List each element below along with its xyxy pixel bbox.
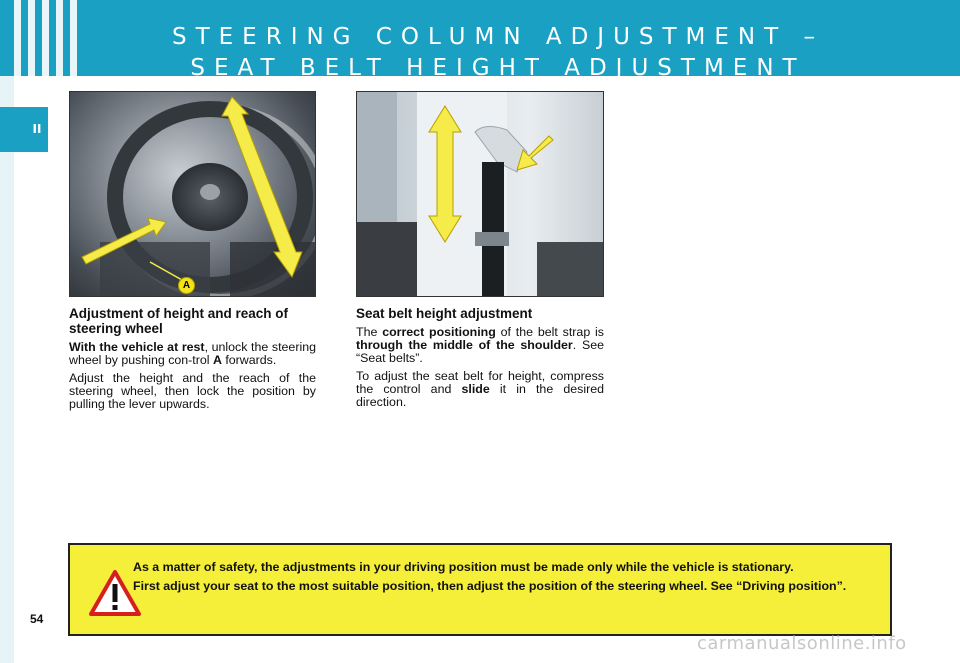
- steering-wheel-photo: [69, 91, 316, 297]
- warning-text: [133, 561, 885, 599]
- seatbelt-paragraph-1: [356, 326, 604, 365]
- seatbelt-p1-a: The: [356, 325, 383, 339]
- page-title: [108, 22, 888, 84]
- watermark: carmanualsonline.info: [697, 633, 907, 654]
- stripe: [70, 0, 77, 76]
- seat-belt-photo: [356, 91, 604, 297]
- seatbelt-p1-d: through the middle of the shoulder: [356, 338, 573, 352]
- title-line-2: SEAT BELT HEIGHT ADJUSTMENT: [190, 55, 806, 81]
- seatbelt-p1-b: correct positioning: [382, 325, 496, 339]
- seat-belt-illustration: [357, 92, 604, 297]
- header-stripes: [14, 0, 77, 76]
- steering-wheel-illustration: [70, 92, 316, 297]
- steering-p1-bold: With the vehicle at rest: [69, 340, 205, 354]
- steering-adjustment-text: [69, 306, 316, 416]
- seatbelt-p2-b: slide: [461, 382, 490, 396]
- seatbelt-p1-c: of the belt strap is: [495, 325, 604, 339]
- stripe: [42, 0, 49, 76]
- title-line-1: STEERING COLUMN ADJUSTMENT –: [172, 24, 824, 50]
- steering-heading: Adjustment of height and reach of steering wheel: [69, 306, 289, 336]
- steering-p1-end: forwards.: [221, 353, 277, 367]
- stripe: [28, 0, 35, 76]
- section-tab: [0, 107, 48, 152]
- section-tab-label: II: [32, 122, 42, 136]
- seatbelt-heading: Seat belt height adjustment: [356, 306, 533, 321]
- stripe: [56, 0, 63, 76]
- steering-paragraph-2: Adjust the height and the reach of the steering wheel, then lock the position by pulling the lever upwards.: [69, 371, 316, 411]
- section-margin: [0, 76, 14, 663]
- seatbelt-p2-a: To adjust the seat belt for height, compress the control and: [356, 369, 604, 396]
- seatbelt-adjustment-text: [356, 306, 604, 414]
- steering-paragraph-1: [69, 341, 316, 367]
- header-band: [0, 0, 960, 81]
- control-a-marker: A: [178, 277, 195, 294]
- steering-p1-control: A: [212, 353, 222, 367]
- compress-arrow-icon: [517, 136, 553, 170]
- warning-paragraph-2: First adjust your seat to the most suitable position, then adjust the position of the steering wheel. See “Driving position”.: [133, 579, 847, 593]
- stripe: [14, 0, 21, 76]
- page-number: 54: [30, 612, 44, 626]
- seatbelt-paragraph-2: [356, 370, 604, 409]
- warning-paragraph-1: As a matter of safety, the adjustments in your driving position must be made only while the vehicle is stationary.: [133, 560, 794, 574]
- safety-warning-box: [68, 543, 892, 636]
- seatbelt-p1-e: . See “Seat belts”.: [356, 338, 605, 365]
- seatbelt-p2-c: it in the desired direction.: [356, 382, 604, 409]
- steering-p1-text: , unlock the steering wheel by pushing con-trol: [69, 340, 316, 367]
